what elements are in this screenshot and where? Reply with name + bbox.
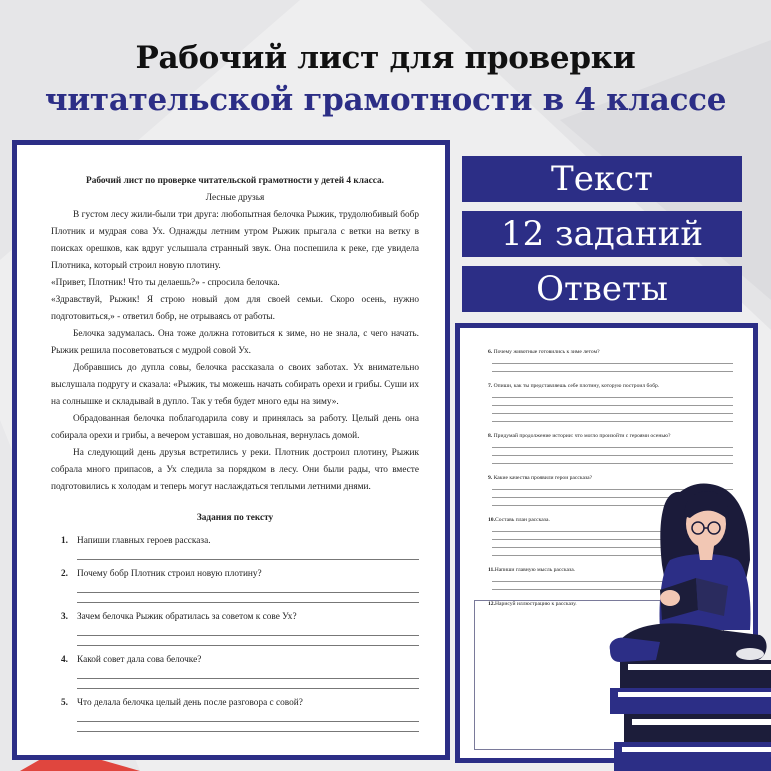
answer-line	[77, 712, 419, 722]
task-text: Опиши, как ты представляешь себе плотину, которую построил бобр.	[493, 383, 660, 389]
task-text: Почему животные готовились к зиме летом?	[493, 349, 600, 355]
answer-line	[77, 593, 419, 603]
answer-line	[492, 356, 733, 364]
story-paragraph: В густом лесу жили-были три друга: любопытная белочка Рыжик, трудолюбивый бобр Плотник и мудрая сова Ух. Однажды летним утром Рыжик прыгала с ветки на ветку в поисках орешков, как вдруг услышала странный звук. Она поспешила к реке, где увидела Плотника, который строил новую плотину.	[51, 210, 419, 271]
task-text: Какие качества проявили герои рассказа?	[493, 475, 593, 481]
story-paragraph: «Привет, Плотник! Что ты делаешь?» - спросила белочка.	[51, 278, 280, 288]
task-number: 4.	[61, 655, 68, 665]
task-text: Придумай продолжение истории: что могло произойти с героями осенью?	[493, 433, 671, 439]
answer-line	[77, 550, 419, 560]
task-text: Нарисуй иллюстрацию к рассказу.	[495, 601, 577, 607]
task-item	[51, 566, 419, 603]
story-paragraph: На следующий день друзья встретились у реки. Плотник достроил плотину, Рыжик собрала много припасов, а Ух следила за порядком в лесу. Они были рады, что вместе подготовились к холодам и теперь могут наслаждаться теплыми летними днями.	[51, 448, 419, 492]
headline-line-2: читательской грамотности в 4 классе	[44, 82, 727, 118]
task-text: Напиши главную мысль рассказа.	[494, 567, 576, 573]
answer-line	[77, 626, 419, 636]
answer-line	[492, 406, 733, 414]
task-number: 8.	[488, 433, 493, 439]
answer-line	[77, 583, 419, 593]
answer-line	[492, 398, 733, 406]
task-number: 1.	[61, 536, 68, 546]
task-text: Какой совет дала сова белочке?	[77, 655, 202, 665]
task-text: Напиши главных героев рассказа.	[77, 536, 211, 546]
answer-line	[77, 722, 419, 732]
worksheet-page-1	[12, 140, 450, 760]
task-item	[51, 695, 419, 732]
task-item	[51, 533, 419, 560]
badge-text: Текст	[462, 156, 742, 202]
badge-task-count: 12 заданий	[462, 211, 742, 257]
answer-line	[77, 636, 419, 646]
story-title: Лесные друзья	[205, 193, 265, 203]
story-paragraph: Добравшись до дупла совы, белочка рассказала о своих заботах. Ух внимательно выслушала подругу и сказала: «Рыжик, ты можешь начать собирать орехи и грибы. Суши их на солнышке и складывай в дупло. Так у тебя будет много еды на зиму».	[51, 363, 419, 407]
page-headline	[0, 38, 771, 122]
task-number: 2.	[61, 569, 68, 579]
badge-answers: Ответы	[462, 266, 742, 312]
task-text: Что делала белочка целый день после разговора с совой?	[77, 698, 303, 708]
task-item	[488, 382, 733, 422]
story-paragraph: «Здравствуй, Рыжик! Я строю новый дом для своей семьи. Скоро осень, нужно подготовиться,» - ответил бобр, не отрываясь от работы.	[51, 295, 419, 322]
answer-line	[492, 364, 733, 372]
task-number: 3.	[61, 612, 68, 622]
task-item	[488, 432, 733, 464]
answer-line	[77, 679, 419, 689]
answer-line	[492, 440, 733, 448]
answer-line	[492, 456, 733, 464]
task-number: 12.	[488, 601, 495, 607]
task-text: Зачем белочка Рыжик обратилась за советом к сове Ух?	[77, 612, 297, 622]
story-paragraph: Обрадованная белочка поблагодарила сову и принялась за работу. Целый день она собирала орехи и грибы, а вечером уставшая, но довольная, вернулась домой.	[51, 414, 419, 441]
tasks-heading: Задания по тексту	[196, 513, 274, 523]
worksheet-title: Рабочий лист по проверке читательской грамотности у детей 4 класса.	[86, 176, 384, 186]
task-number: 6.	[488, 349, 493, 355]
task-text: Составь план рассказа.	[495, 517, 550, 523]
task-item	[51, 609, 419, 646]
task-number: 10.	[488, 517, 495, 523]
task-number: 11.	[488, 567, 495, 573]
answer-line	[492, 390, 733, 398]
girl-reading-illustration	[600, 470, 771, 771]
task-item	[51, 652, 419, 689]
story-paragraph: Белочка задумалась. Она тоже должна готовиться к зиме, но не знала, с чего начать. Рыжик решила посоветоваться с мудрой совой Ух.	[51, 329, 419, 356]
task-number: 9.	[488, 475, 493, 481]
answer-line	[492, 448, 733, 456]
task-text: Почему бобр Плотник строил новую плотину?	[77, 569, 262, 579]
answer-line	[492, 414, 733, 422]
task-number: 7.	[488, 383, 493, 389]
headline-line-1: Рабочий лист для проверки	[135, 40, 636, 76]
task-item	[488, 348, 733, 372]
task-number: 5.	[61, 698, 68, 708]
book-stack-icon	[610, 660, 771, 771]
answer-line	[77, 669, 419, 679]
